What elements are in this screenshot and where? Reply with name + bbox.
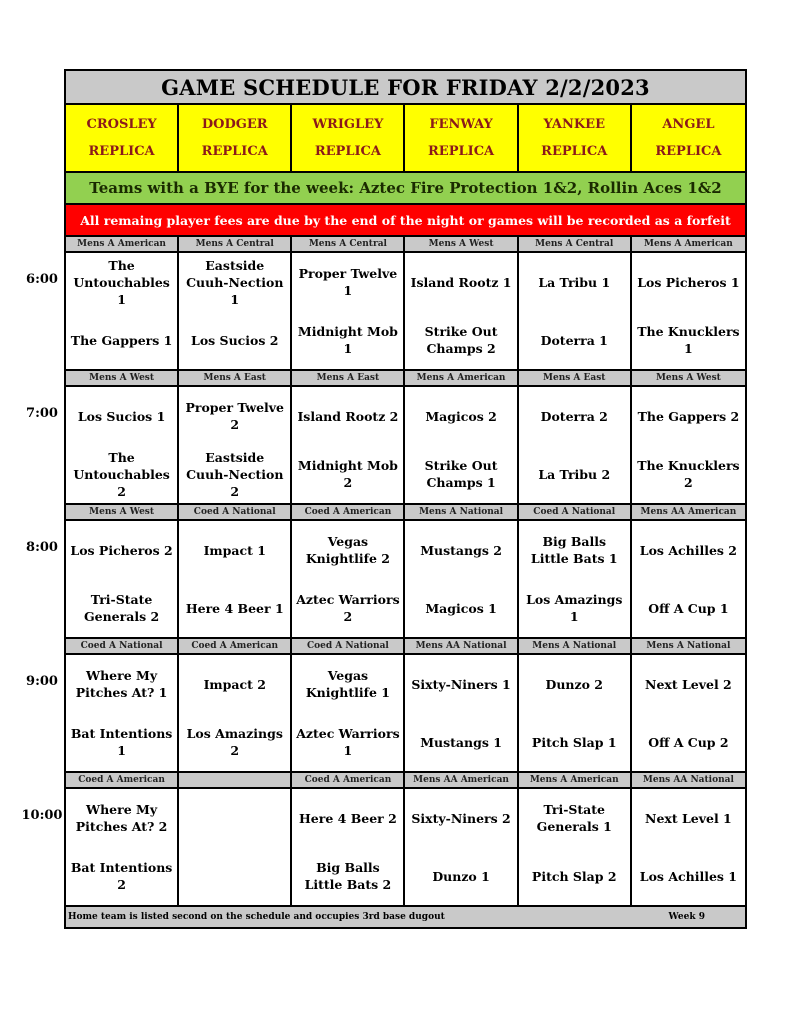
away-team [179, 789, 290, 847]
home-team: Here 4 Beer 1 [185, 600, 284, 616]
division-label: Coed A National [179, 505, 292, 519]
games-row [66, 387, 745, 505]
home-team: Mustangs 1 [420, 734, 502, 750]
division-label: Mens A National [519, 639, 632, 653]
game-cell [292, 387, 405, 503]
away-team: Next Level 2 [645, 676, 732, 692]
game-schedule-table [64, 69, 747, 929]
away-team: Where My Pitches At? 1 [75, 668, 168, 700]
division-row [66, 773, 745, 789]
home-team: Eastside Cuuh-Nection 2 [186, 449, 284, 499]
division-row [66, 237, 745, 253]
home-team: Tri-State Generals 2 [83, 592, 160, 624]
game-cell [519, 387, 632, 503]
game-cell [66, 789, 179, 905]
field-header [519, 105, 632, 171]
footer-bar [66, 907, 745, 927]
division-label: Mens A East [292, 371, 405, 385]
field-sub: REPLICA [201, 144, 268, 159]
field-header [405, 105, 518, 171]
division-label: Mens A West [66, 505, 179, 519]
footer-note: Home team is listed second on the schedule and occupies 3rd base dugout [68, 912, 445, 922]
game-cell [179, 789, 292, 905]
game-cell [292, 253, 405, 369]
field-header-row [66, 105, 745, 173]
game-cell [292, 655, 405, 771]
division-row [66, 639, 745, 655]
away-team: The Untouchables 1 [73, 257, 170, 307]
division-label: Mens A National [405, 505, 518, 519]
field-name: WRIGLEY [312, 117, 384, 132]
home-team: Off A Cup 1 [648, 600, 729, 616]
division-label: Mens AA National [642, 775, 734, 785]
home-team: Bat Intentions 2 [70, 860, 173, 892]
away-team: Los Picheros 1 [637, 274, 740, 290]
home-team: Strike Out Champs 1 [424, 458, 498, 490]
division-row [66, 371, 745, 387]
division-label: Mens A West [405, 237, 518, 251]
division-label: Coed A American [66, 773, 179, 787]
home-team: Strike Out Champs 2 [424, 324, 498, 356]
division-label: Mens A American [66, 237, 179, 251]
game-cell [519, 655, 632, 771]
schedule-title: GAME SCHEDULE FOR FRIDAY 2/2/2023 [66, 71, 745, 105]
division-label: Mens A East [519, 371, 632, 385]
field-name: DODGER [201, 117, 268, 132]
division-label: Mens A National [646, 641, 731, 651]
division-label: Mens A American [644, 239, 733, 249]
home-team: Midnight Mob 2 [297, 458, 398, 490]
game-cell [66, 387, 179, 503]
games-row [66, 521, 745, 639]
field-header [632, 105, 745, 171]
away-team: Mustangs 2 [420, 542, 502, 558]
division-label: Mens A American [519, 773, 632, 787]
home-team: The Knucklers 2 [637, 458, 740, 490]
away-team: Tri-State Generals 1 [536, 802, 612, 834]
division-row [66, 505, 745, 521]
game-cell [519, 521, 632, 637]
time-slots [66, 237, 745, 907]
division-label: Mens A West [655, 373, 721, 383]
away-team: Magicos 2 [425, 408, 497, 424]
game-cell [405, 655, 518, 771]
game-cell [179, 655, 292, 771]
home-team: Bat Intentions 1 [70, 726, 173, 758]
home-team: Los Sucios 2 [191, 332, 279, 348]
home-team: Dunzo 1 [432, 868, 490, 884]
away-team: Island Rootz 2 [297, 408, 399, 424]
games-row [66, 253, 745, 371]
away-team: Doterra 2 [540, 408, 608, 424]
home-team: Aztec Warriors 2 [296, 592, 400, 624]
away-team: Sixty-Niners 2 [411, 810, 511, 826]
game-cell [405, 253, 518, 369]
division-label: Mens A East [179, 371, 292, 385]
away-team: The Gappers 2 [637, 408, 740, 424]
away-team: Island Rootz 1 [410, 274, 512, 290]
division-label: Mens A Central [179, 237, 292, 251]
division-label: Mens A West [66, 371, 179, 385]
home-team: Aztec Warriors 1 [296, 726, 400, 758]
home-team: Off A Cup 2 [648, 734, 729, 750]
division-label: Mens AA American [405, 773, 518, 787]
home-team: Doterra 1 [540, 332, 608, 348]
time-slot-block [66, 237, 745, 371]
time-slot-block [66, 773, 745, 907]
division-label: Coed A American [179, 639, 292, 653]
game-cell [66, 521, 179, 637]
away-team: Vegas Knightlife 1 [305, 668, 390, 700]
game-cell [632, 253, 745, 369]
game-cell [179, 521, 292, 637]
field-header [179, 105, 292, 171]
field-name: ANGEL [662, 117, 715, 132]
field-sub: REPLICA [655, 144, 722, 159]
division-label [179, 773, 292, 787]
game-cell [66, 655, 179, 771]
away-team: Impact 1 [203, 542, 266, 558]
away-team: Proper Twelve 2 [185, 400, 285, 432]
time-label: 6:00 [26, 272, 58, 287]
field-header [292, 105, 405, 171]
time-slot-block [66, 505, 745, 639]
field-name: CROSLEY [86, 117, 157, 132]
division-label: Coed A American [292, 505, 405, 519]
game-cell [405, 521, 518, 637]
game-cell [179, 253, 292, 369]
game-cell [519, 253, 632, 369]
away-team: Impact 2 [203, 676, 266, 692]
home-team [179, 847, 290, 905]
away-team: Los Picheros 2 [70, 542, 173, 558]
away-team: Vegas Knightlife 2 [305, 534, 390, 566]
time-label: 7:00 [26, 406, 58, 421]
time-label: 10:00 [21, 808, 63, 823]
game-cell [292, 789, 405, 905]
game-cell [632, 789, 745, 905]
game-cell [405, 387, 518, 503]
away-team: Los Achilles 2 [639, 542, 737, 558]
time-label: 9:00 [26, 674, 58, 689]
game-cell [179, 387, 292, 503]
division-label: Mens A Central [519, 237, 632, 251]
home-team: La Tribu 2 [538, 466, 611, 482]
division-label: Mens AA American [640, 507, 737, 517]
away-team: Eastside Cuuh-Nection 1 [186, 257, 284, 307]
fees-banner: All remaing player fees are due by the end of the night or games will be recorded as a forfeit [66, 205, 745, 237]
home-team: Pitch Slap 1 [531, 734, 617, 750]
field-name: YANKEE [543, 117, 606, 132]
home-team: The Gappers 1 [70, 332, 173, 348]
home-team: Pitch Slap 2 [531, 868, 617, 884]
division-label: Mens A Central [292, 237, 405, 251]
game-cell [632, 655, 745, 771]
home-team: Los Amazings 2 [186, 726, 283, 758]
field-sub: REPLICA [314, 144, 381, 159]
games-row [66, 789, 745, 907]
division-label: Coed A National [292, 639, 405, 653]
away-team: Los Sucios 1 [77, 408, 166, 424]
division-label: Mens A American [405, 371, 518, 385]
field-sub: REPLICA [541, 144, 608, 159]
time-label: 8:00 [26, 540, 58, 555]
bye-banner: Teams with a BYE for the week: Aztec Fire Protection 1&2, Rollin Aces 1&2 [66, 173, 745, 205]
home-team: Midnight Mob 1 [297, 324, 398, 356]
home-team: Los Achilles 1 [639, 868, 737, 884]
away-team: La Tribu 1 [538, 274, 611, 290]
division-label: Coed A National [66, 639, 179, 653]
home-team: The Untouchables 2 [73, 449, 170, 499]
game-cell [632, 521, 745, 637]
division-label: Coed A American [292, 773, 405, 787]
field-name: FENWAY [429, 117, 493, 132]
game-cell [632, 387, 745, 503]
division-label: Mens AA National [405, 639, 518, 653]
away-team: Dunzo 2 [545, 676, 603, 692]
away-team: Next Level 1 [645, 810, 732, 826]
home-team: Magicos 1 [425, 600, 497, 616]
field-header [66, 105, 179, 171]
away-team: Big Balls Little Bats 1 [530, 534, 618, 566]
field-sub: REPLICA [427, 144, 495, 159]
away-team: Sixty-Niners 1 [411, 676, 511, 692]
home-team: Los Amazings 1 [526, 592, 623, 624]
away-team: Here 4 Beer 2 [299, 810, 397, 826]
game-cell [66, 253, 179, 369]
game-cell [292, 521, 405, 637]
away-team: Proper Twelve 1 [298, 266, 398, 298]
field-sub: REPLICA [88, 144, 155, 159]
time-slot-block [66, 371, 745, 505]
game-cell [519, 789, 632, 905]
week-label: Week 9 [668, 912, 705, 922]
home-team: The Knucklers 1 [637, 324, 740, 356]
home-team: Big Balls Little Bats 2 [304, 860, 392, 892]
away-team: Where My Pitches At? 2 [75, 802, 168, 834]
division-label: Coed A National [519, 505, 632, 519]
game-cell [405, 789, 518, 905]
time-slot-block [66, 639, 745, 773]
games-row [66, 655, 745, 773]
